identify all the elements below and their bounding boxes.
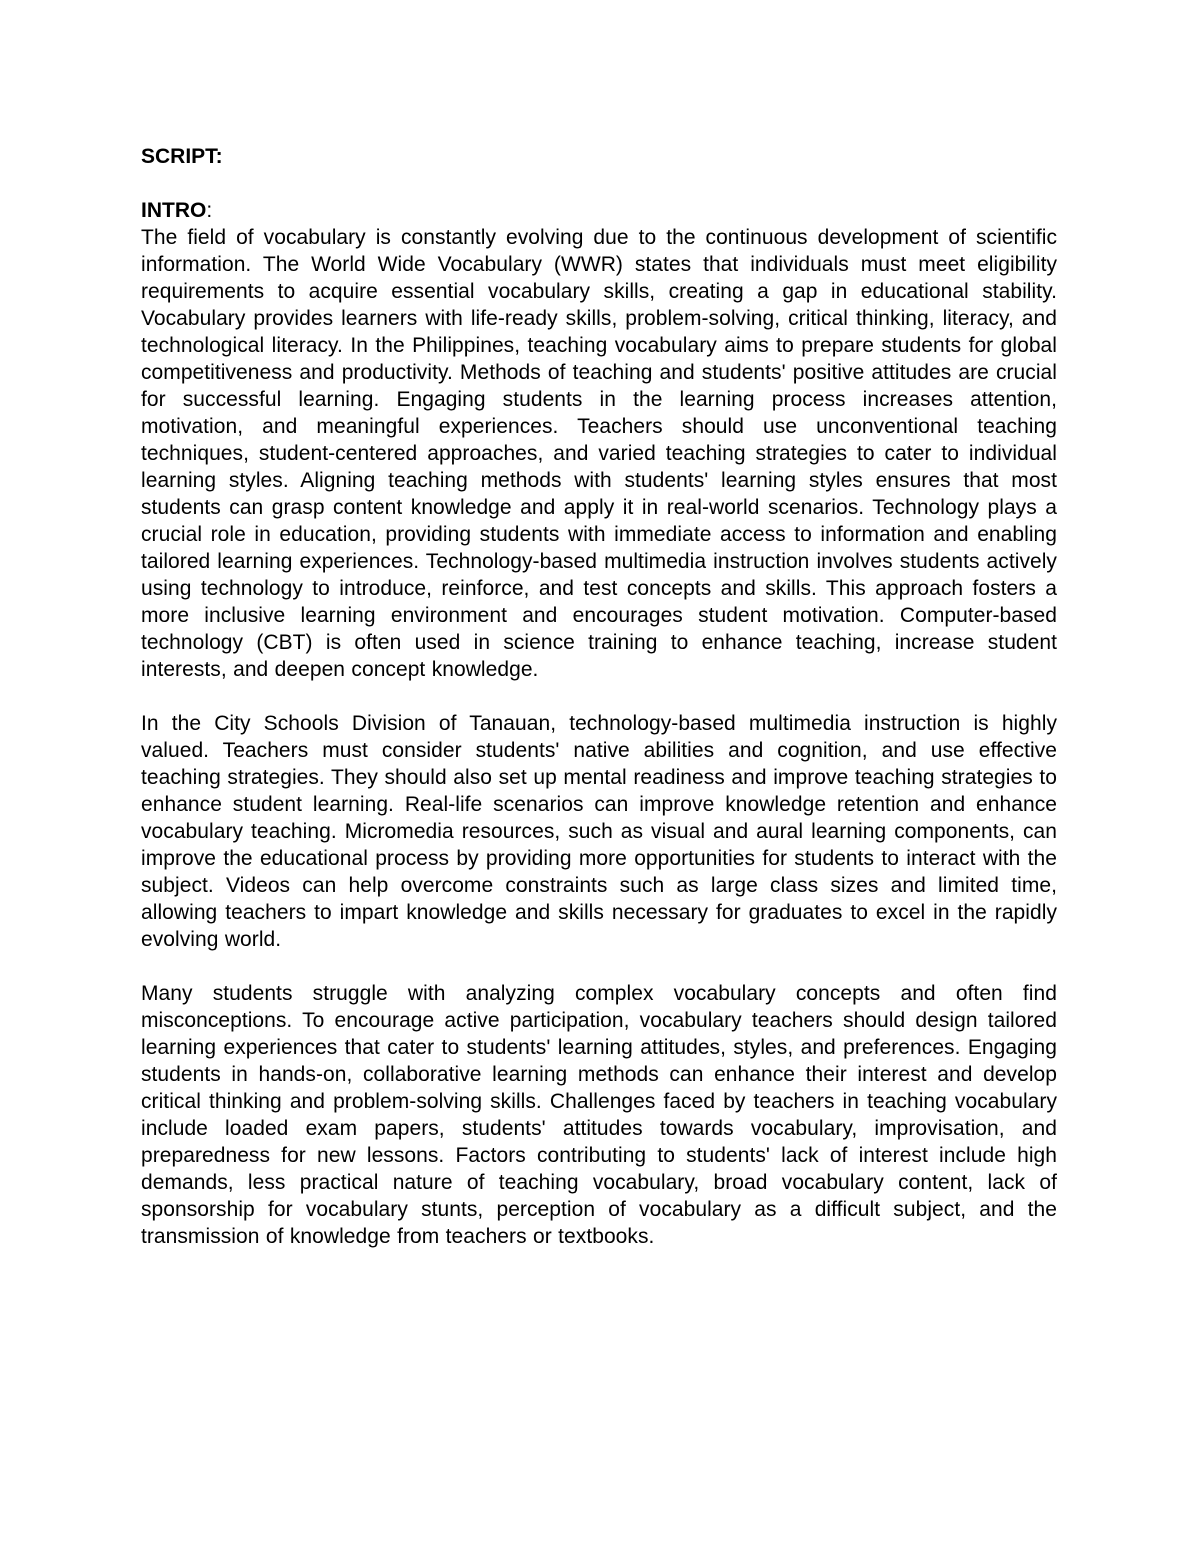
paragraph-challenges: Many students struggle with analyzing complex vocabulary concepts and often find misconceptions. To encourage active participation, vocabulary teachers should design tailored learning experiences that cater to students' learning attitudes, styles, and preferences. Engaging students in hands-on, collaborative learning methods can enhance their interest and develop critical thinking and problem-solving skills. Challenges faced by teachers in teaching vocabulary include loaded exam papers, students' attitudes towards vocabulary, improvisation, and preparedness for new lessons. Factors contributing to students' lack of interest include high demands, less practical nature of teaching vocabulary, broad vocabulary content, lack of sponsorship for vocabulary stunts, perception of vocabulary as a difficult subject, and the transmission of knowledge from teachers or textbooks. bbox=[141, 982, 1057, 1248]
paragraph-tanauan: In the City Schools Division of Tanauan, technology-based multimedia instruction is highly valued. Teachers must consider students' native abilities and cognition, and use effective teaching strategies. They should also set up mental readiness and improve teaching strategies to enhance student learning. Real-life scenarios can improve knowledge retention and enhance vocabulary teaching. Micromedia resources, such as visual and aural learning components, can improve the educational process by providing more opportunities for students to interact with the subject. Videos can help overcome constraints such as large class sizes and limited time, allowing teachers to impart knowledge and skills necessary for graduates to excel in the rapidly evolving world. bbox=[141, 712, 1057, 951]
paragraph-intro: The field of vocabulary is constantly evolving due to the continuous development of scientific information. The World Wide Vocabulary (WWR) states that individuals must meet eligibility requirements to acquire essential vocabulary skills, creating a gap in educational stability. Vocabulary provides learners with life-ready skills, problem-solving, critical thinking, literacy, and technological literacy. In the Philippines, teaching vocabulary aims to prepare students for global competitiveness and productivity. Methods of teaching and students' positive attitudes are crucial for successful learning. Engaging students in the learning process increases attention, motivation, and meaningful experiences. Teachers should use unconventional teaching techniques, student-centered approaches, and varied teaching strategies to cater to individual learning styles. Aligning teaching methods with students' learning styles ensures that most students can grasp content knowledge and apply it in real-world scenarios. Technology plays a crucial role in education, providing students with immediate access to information and enabling tailored learning experiences. Technology-based multimedia instruction involves students actively using technology to introduce, reinforce, and test concepts and skills. This approach fosters a more inclusive learning environment and encourages student motivation. Computer-based technology (CBT) is often used in science training to enhance teaching, increase student interests, and deepen concept knowledge. bbox=[141, 226, 1057, 681]
intro-colon: : bbox=[206, 199, 213, 222]
script-heading: SCRIPT: bbox=[141, 145, 223, 168]
document-page bbox=[141, 143, 1057, 1277]
intro-heading bbox=[141, 197, 1057, 224]
intro-label: INTRO bbox=[141, 199, 207, 222]
